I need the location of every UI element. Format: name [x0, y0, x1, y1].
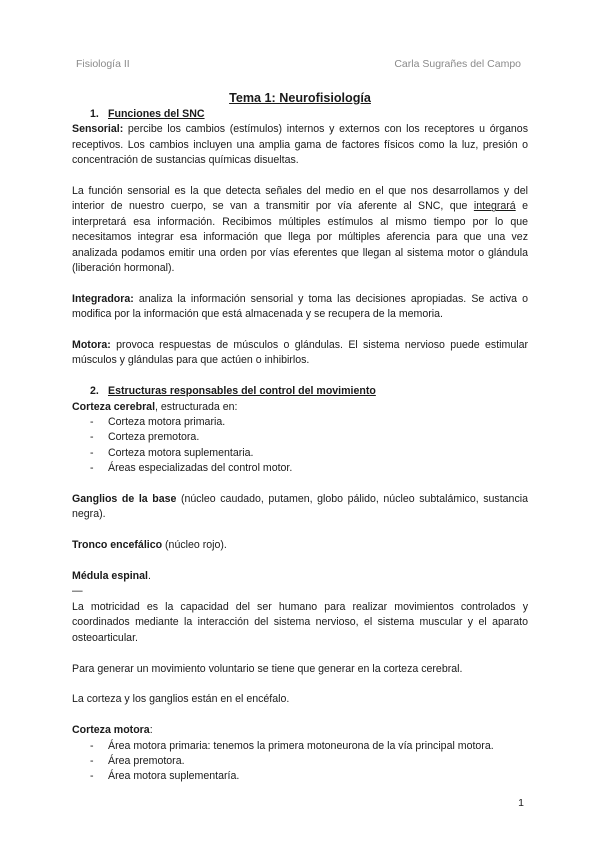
section-heading-1: [90, 107, 528, 122]
section-heading-2: [90, 384, 528, 399]
dash-bullet: -: [90, 739, 94, 752]
paragraph-corteza-cerebral: [72, 400, 528, 415]
list-item: [72, 415, 528, 430]
paragraph-encefalo: La corteza y los ganglios están en el encéfalo.: [72, 693, 290, 706]
header-author: Carla Sugrañes del Campo: [394, 58, 521, 70]
corteza-cerebral-list: [72, 415, 528, 477]
list-item: [72, 430, 528, 445]
dash-bullet: -: [90, 431, 94, 444]
section-number: 2.: [90, 385, 99, 398]
term-text: .: [147, 570, 151, 583]
dash-bullet: -: [90, 446, 94, 459]
term-label: Tronco encefálico: [72, 539, 163, 552]
list-item: [72, 769, 528, 784]
term-text: (núcleo caudado, putamen, globo pálido, núcleo subtalámico, sustancia negra).: [72, 493, 528, 521]
list-item-text: Áreas especializadas del control motor.: [108, 462, 293, 475]
term-label: Ganglios de la base: [72, 493, 177, 506]
dash-bullet: -: [90, 462, 94, 475]
dash-bullet: -: [90, 770, 94, 783]
list-item-text: Área motora primaria: tenemos la primera motoneurona de la vía principal motora.: [108, 739, 494, 752]
section-number: 1.: [90, 108, 99, 120]
dash-bullet: -: [90, 754, 94, 767]
term-text: :: [149, 724, 153, 737]
paragraph-voluntario: Para generar un movimiento voluntario se tiene que generar en la corteza cerebral.: [72, 662, 463, 675]
paragraph-motricidad: La motricidad es la capacidad del ser humano para realizar movimientos controlados y coordinados mediante la interacción del sistema nervioso, el sistema muscular y el aparato osteoarticular.: [72, 600, 528, 644]
paragraph-sensorial-detail: [72, 184, 528, 276]
text-run: La función sensorial es la que detecta señales del medio en el que nos desarrollamos y del interior de nuestro cuerpo, se van a transmitir por vía aferente al SNC, que: [72, 185, 528, 213]
separator: —: [72, 585, 83, 598]
list-item: [72, 446, 528, 461]
term-label: Sensorial:: [72, 123, 124, 136]
dash-bullet: -: [90, 416, 94, 429]
paragraph-corteza-motora: [72, 723, 528, 738]
term-label: Motora:: [72, 339, 111, 352]
term-text: provoca respuestas de músculos o glándulas. El sistema nervioso puede estimular músculos y glándulas para que actúen o inhibirlos.: [72, 339, 528, 367]
term-label: Corteza cerebral: [72, 400, 156, 413]
paragraph-ganglios: [72, 492, 528, 523]
term-text: percibe los cambios (estímulos) internos y externos con los receptores u órganos receptivos. Los cambios incluyen una amplia gama de factores físicos como la luz, presión o concentración de sustancias químicas disueltas.: [72, 123, 528, 167]
term-text: , estructurada en:: [155, 400, 238, 413]
list-item: [72, 754, 528, 769]
text-run: e interpretará esa información. Recibimos múltiples estímulos al mismo tiempo por lo que necesitamos integrar esa información que llega por múltiples aferencia para que una vez analizada podamos emitir una orden por vías eferentes que llegan al sistema motor o glándula (liberación hormonal).: [72, 200, 528, 275]
list-item-text: Corteza motora suplementaria.: [108, 446, 254, 459]
term-label: Médula espinal: [72, 570, 148, 583]
term-text: (núcleo rojo).: [162, 539, 227, 552]
paragraph-motora: [72, 338, 528, 369]
paragraph-sensorial: [72, 122, 528, 168]
paragraph-tronco: [72, 538, 528, 553]
underlined-word: integrará: [473, 200, 516, 213]
list-item-text: Corteza premotora.: [108, 431, 200, 444]
list-item-text: Área motora suplementaría.: [108, 770, 240, 783]
paragraph-integradora: [72, 292, 528, 323]
list-item-text: Corteza motora primaria.: [108, 416, 226, 429]
corteza-motora-list: [72, 739, 528, 785]
page-title: Tema 1: Neurofisiología: [229, 91, 371, 105]
list-item-text: Área premotora.: [108, 754, 185, 767]
section-title: Funciones del SNC: [108, 108, 205, 120]
section-title: Estructuras responsables del control del movimiento: [108, 385, 376, 398]
document-body: [72, 90, 528, 785]
page-number: 1: [518, 797, 524, 809]
list-item: [72, 739, 528, 754]
paragraph-medula: [72, 569, 528, 584]
term-label: Integradora:: [72, 292, 134, 305]
header-course: Fisiología II: [76, 58, 130, 70]
list-item: [72, 461, 528, 476]
term-text: analiza la información sensorial y toma las decisiones apropiadas. Se activa o modifica por la información que está almacenada y se recupera de la memoria.: [72, 292, 528, 321]
term-label: Corteza motora: [72, 724, 150, 737]
